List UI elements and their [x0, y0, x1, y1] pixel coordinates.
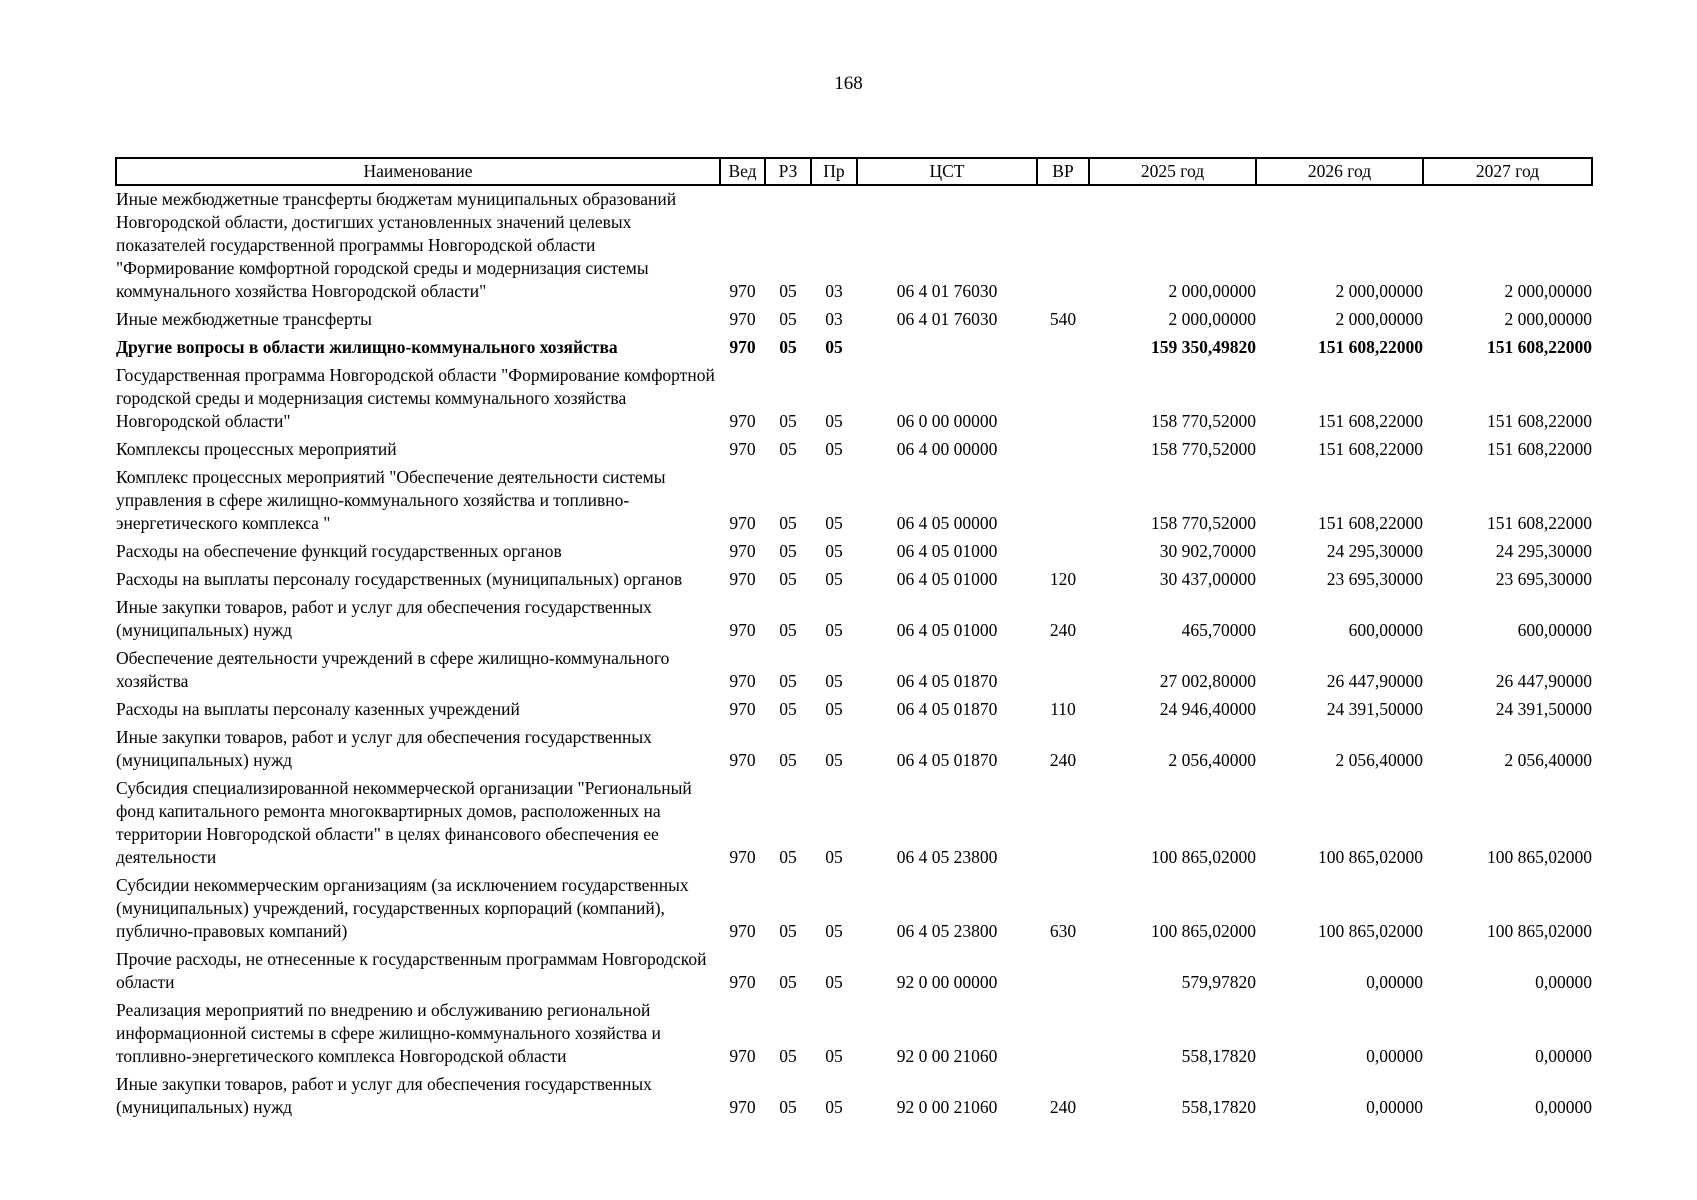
- row-cst: 06 4 01 76030: [896, 281, 998, 301]
- row-name: Субсидия специализированной некоммерческой организации "Региональный фонд капитального ремонта многоквартирных домов, расположенных на территории Новгородской области" в целях финансового обеспечения ее деятельности: [116, 778, 692, 867]
- row-cst: 06 4 05 23800: [896, 847, 998, 867]
- row-vr: [1037, 364, 1089, 438]
- header-name: Наименование: [116, 158, 720, 185]
- row-amount-2025: 27 002,80000: [1159, 671, 1256, 691]
- row-cst: 92 0 00 21060: [896, 1046, 998, 1066]
- row-cst: 92 0 00 21060: [896, 1097, 998, 1117]
- row-ved: 970: [729, 921, 756, 941]
- row-rz: 05: [779, 513, 797, 533]
- row-cst: 06 4 05 01870: [896, 671, 998, 691]
- row-pr: 03: [825, 281, 843, 301]
- row-amount-2027: 0,00000: [1535, 972, 1592, 992]
- row-vr: [1037, 438, 1089, 466]
- header-rz: РЗ: [765, 158, 811, 185]
- row-amount-2027: 23 695,30000: [1495, 569, 1592, 589]
- row-amount-2026: 151 608,22000: [1318, 337, 1423, 357]
- row-cst: 06 4 05 01870: [896, 750, 998, 770]
- row-amount-2025: 158 770,52000: [1151, 439, 1256, 459]
- row-name: Другие вопросы в области жилищно-коммунального хозяйства: [116, 337, 618, 357]
- row-rz: 05: [779, 750, 797, 770]
- row-amount-2027: 24 391,50000: [1495, 699, 1592, 719]
- row-amount-2027: 2 000,00000: [1504, 281, 1592, 301]
- row-ved: 970: [729, 411, 756, 431]
- row-vr: [1037, 185, 1089, 308]
- row-pr: 05: [825, 1046, 843, 1066]
- row-vr: 110: [1050, 699, 1076, 719]
- row-vr: 240: [1049, 1097, 1077, 1117]
- row-amount-2025: 2 000,00000: [1168, 309, 1256, 329]
- row-ved: 970: [729, 620, 756, 640]
- row-vr: 630: [1049, 921, 1077, 941]
- row-cst: 06 4 05 01000: [896, 620, 998, 640]
- row-amount-2025: 465,70000: [1181, 620, 1256, 640]
- row-rz: 05: [779, 972, 797, 992]
- row-name: Иные закупки товаров, работ и услуг для обеспечения государственных (муниципальных) нужд: [116, 1074, 652, 1117]
- row-ved: 970: [729, 541, 756, 561]
- row-cst: 06 0 00 00000: [896, 411, 998, 431]
- row-amount-2025: 100 865,02000: [1151, 847, 1256, 867]
- table-row: [116, 1073, 1592, 1124]
- row-rz: 05: [779, 439, 797, 459]
- row-rz: 05: [779, 1046, 797, 1066]
- row-pr: 05: [825, 337, 843, 357]
- table-row: [116, 596, 1592, 647]
- row-ved: 970: [729, 513, 756, 533]
- row-ved: 970: [729, 337, 756, 357]
- row-pr: 05: [825, 847, 843, 867]
- header-2027: 2027 год: [1423, 158, 1592, 185]
- row-name: Субсидии некоммерческим организациям (за исключением государственных (муниципальных) учреждений, государственных корпораций (компаний), публично-правовых компаний): [116, 875, 689, 941]
- row-vr: [1037, 336, 1089, 364]
- row-amount-2026: 24 391,50000: [1326, 699, 1423, 719]
- row-amount-2026: 2 056,40000: [1335, 750, 1423, 770]
- row-cst: 92 0 00 00000: [896, 972, 998, 992]
- table-row: [116, 999, 1592, 1073]
- row-pr: 05: [825, 569, 843, 589]
- row-ved: 970: [729, 1046, 756, 1066]
- table-row: [116, 948, 1592, 999]
- row-cst: [857, 336, 1037, 364]
- header-2025: 2025 год: [1089, 158, 1256, 185]
- page-number: 168: [834, 73, 863, 94]
- table-row: [116, 438, 1592, 466]
- row-amount-2025: 159 350,49820: [1151, 337, 1256, 357]
- row-amount-2025: 2 056,40000: [1168, 750, 1256, 770]
- table-row: [116, 568, 1592, 596]
- row-ved: 970: [729, 972, 756, 992]
- row-vr: [1037, 948, 1089, 999]
- row-ved: 970: [729, 439, 756, 459]
- header-cst: ЦСТ: [857, 158, 1037, 185]
- row-amount-2027: 2 000,00000: [1504, 309, 1592, 329]
- row-name: Комплекс процессных мероприятий "Обеспечение деятельности системы управления в сфере жилищно-коммунального хозяйства и топливно-энергетического комплекса ": [116, 467, 666, 533]
- row-amount-2026: 24 295,30000: [1326, 541, 1423, 561]
- row-amount-2027: 100 865,02000: [1487, 921, 1592, 941]
- row-amount-2025: 30 437,00000: [1159, 569, 1256, 589]
- table-row: [116, 540, 1592, 568]
- row-rz: 05: [779, 281, 797, 301]
- row-cst: 06 4 05 23800: [896, 921, 998, 941]
- row-ved: 970: [729, 1097, 756, 1117]
- table-row: [116, 726, 1592, 777]
- row-vr: [1037, 466, 1089, 540]
- table-header: [116, 158, 1592, 185]
- row-vr: [1037, 777, 1089, 874]
- row-cst: 06 4 05 01000: [896, 569, 998, 589]
- row-pr: 05: [825, 921, 843, 941]
- budget-table: [115, 157, 1593, 1124]
- header-vr: ВР: [1037, 158, 1089, 185]
- row-amount-2027: 0,00000: [1535, 1046, 1592, 1066]
- row-pr: 05: [825, 620, 843, 640]
- row-amount-2025: 2 000,00000: [1168, 281, 1256, 301]
- row-amount-2026: 151 608,22000: [1318, 513, 1423, 533]
- row-amount-2025: 158 770,52000: [1151, 513, 1256, 533]
- row-amount-2026: 600,00000: [1348, 620, 1423, 640]
- row-ved: 970: [729, 699, 756, 719]
- row-name: Расходы на обеспечение функций государственных органов: [116, 541, 562, 561]
- row-pr: 05: [825, 513, 843, 533]
- row-ved: 970: [729, 309, 756, 329]
- row-name: Обеспечение деятельности учреждений в сфере жилищно-коммунального хозяйства: [116, 648, 670, 691]
- row-amount-2027: 24 295,30000: [1495, 541, 1592, 561]
- row-pr: 05: [825, 750, 843, 770]
- row-amount-2026: 2 000,00000: [1335, 281, 1423, 301]
- row-amount-2026: 0,00000: [1366, 1046, 1423, 1066]
- row-amount-2026: 100 865,02000: [1318, 921, 1423, 941]
- row-rz: 05: [779, 921, 797, 941]
- row-amount-2026: 26 447,90000: [1326, 671, 1423, 691]
- row-rz: 05: [779, 620, 797, 640]
- row-pr: 05: [825, 972, 843, 992]
- row-amount-2026: 2 000,00000: [1335, 309, 1423, 329]
- row-amount-2027: 151 608,22000: [1487, 337, 1592, 357]
- header-2026: 2026 год: [1256, 158, 1423, 185]
- row-name: Расходы на выплаты персоналу казенных учреждений: [116, 699, 520, 719]
- row-amount-2027: 100 865,02000: [1487, 847, 1592, 867]
- row-vr: 240: [1049, 750, 1077, 770]
- row-ved: 970: [729, 671, 756, 691]
- row-pr: 05: [825, 411, 843, 431]
- row-amount-2025: 558,17820: [1181, 1097, 1256, 1117]
- row-cst: 06 4 05 01000: [896, 541, 998, 561]
- row-name: Комплексы процессных мероприятий: [116, 439, 397, 459]
- row-ved: 970: [729, 750, 756, 770]
- table-row: [116, 777, 1592, 874]
- row-vr: [1037, 540, 1089, 568]
- row-ved: 970: [729, 569, 756, 589]
- row-name: Иные закупки товаров, работ и услуг для обеспечения государственных (муниципальных) нужд: [116, 727, 652, 770]
- row-vr: [1037, 647, 1089, 698]
- row-cst: 06 4 01 76030: [896, 309, 998, 329]
- row-amount-2026: 0,00000: [1366, 1097, 1423, 1117]
- row-vr: [1037, 999, 1089, 1073]
- table-body: [116, 185, 1592, 1124]
- row-amount-2027: 151 608,22000: [1487, 513, 1592, 533]
- row-cst: 06 4 05 00000: [896, 513, 998, 533]
- row-name: Иные межбюджетные трансферты бюджетам муниципальных образований Новгородской области, достигших установленных значений целевых показателей государственной программы Новгородской области "Формирование комфортной городской среды и модернизация системы коммунального хозяйства Новгородской области": [116, 189, 677, 301]
- row-rz: 05: [779, 699, 797, 719]
- row-pr: 05: [825, 671, 843, 691]
- row-cst: 06 4 05 01870: [896, 699, 998, 719]
- row-rz: 05: [779, 309, 797, 329]
- row-name: Иные закупки товаров, работ и услуг для обеспечения государственных (муниципальных) нужд: [116, 597, 652, 640]
- row-amount-2026: 100 865,02000: [1318, 847, 1423, 867]
- row-amount-2027: 600,00000: [1517, 620, 1592, 640]
- table-row: [116, 336, 1592, 364]
- row-amount-2026: 151 608,22000: [1318, 439, 1423, 459]
- row-rz: 05: [779, 569, 797, 589]
- row-ved: 970: [729, 281, 756, 301]
- row-amount-2025: 558,17820: [1181, 1046, 1256, 1066]
- row-name: Расходы на выплаты персоналу государственных (муниципальных) органов: [116, 569, 683, 589]
- row-rz: 05: [779, 671, 797, 691]
- table-row: [116, 185, 1592, 308]
- header-row: [116, 158, 1592, 185]
- row-rz: 05: [779, 411, 797, 431]
- row-amount-2027: 26 447,90000: [1495, 671, 1592, 691]
- row-amount-2027: 151 608,22000: [1487, 411, 1592, 431]
- header-pr: Пр: [811, 158, 857, 185]
- table-row: [116, 364, 1592, 438]
- row-ved: 970: [729, 847, 756, 867]
- row-amount-2025: 158 770,52000: [1151, 411, 1256, 431]
- row-name: Реализация мероприятий по внедрению и обслуживанию региональной информационной системы в сфере жилищно-коммунального хозяйства и топливно-энергетического комплекса Новгородской области: [116, 1000, 661, 1066]
- row-rz: 05: [779, 337, 797, 357]
- row-rz: 05: [779, 541, 797, 561]
- row-amount-2025: 30 902,70000: [1159, 541, 1256, 561]
- header-ved: Вед: [720, 158, 765, 185]
- row-amount-2026: 23 695,30000: [1326, 569, 1423, 589]
- row-name: Прочие расходы, не отнесенные к государственным программам Новгородской области: [116, 949, 707, 992]
- row-vr: 240: [1049, 620, 1077, 640]
- row-amount-2027: 0,00000: [1535, 1097, 1592, 1117]
- row-rz: 05: [779, 1097, 797, 1117]
- row-amount-2025: 579,97820: [1181, 972, 1256, 992]
- row-amount-2027: 2 056,40000: [1504, 750, 1592, 770]
- row-cst: 06 4 00 00000: [896, 439, 998, 459]
- table-row: [116, 874, 1592, 948]
- row-amount-2026: 151 608,22000: [1318, 411, 1423, 431]
- table-row: [116, 466, 1592, 540]
- row-rz: 05: [779, 847, 797, 867]
- row-pr: 05: [825, 1097, 843, 1117]
- row-name: Государственная программа Новгородской области "Формирование комфортной городской среды и модернизация системы коммунального хозяйства Новгородской области": [116, 365, 715, 431]
- row-name: Иные межбюджетные трансферты: [116, 309, 372, 329]
- row-pr: 03: [825, 309, 843, 329]
- row-vr: 540: [1049, 309, 1077, 329]
- row-amount-2027: 151 608,22000: [1487, 439, 1592, 459]
- table-row: [116, 647, 1592, 698]
- row-amount-2025: 100 865,02000: [1151, 921, 1256, 941]
- table-row: [116, 698, 1592, 726]
- row-amount-2026: 0,00000: [1366, 972, 1423, 992]
- row-pr: 05: [825, 541, 843, 561]
- row-pr: 05: [825, 699, 843, 719]
- row-pr: 05: [825, 439, 843, 459]
- row-amount-2025: 24 946,40000: [1159, 699, 1256, 719]
- row-vr: 120: [1049, 569, 1077, 589]
- table-row: [116, 308, 1592, 336]
